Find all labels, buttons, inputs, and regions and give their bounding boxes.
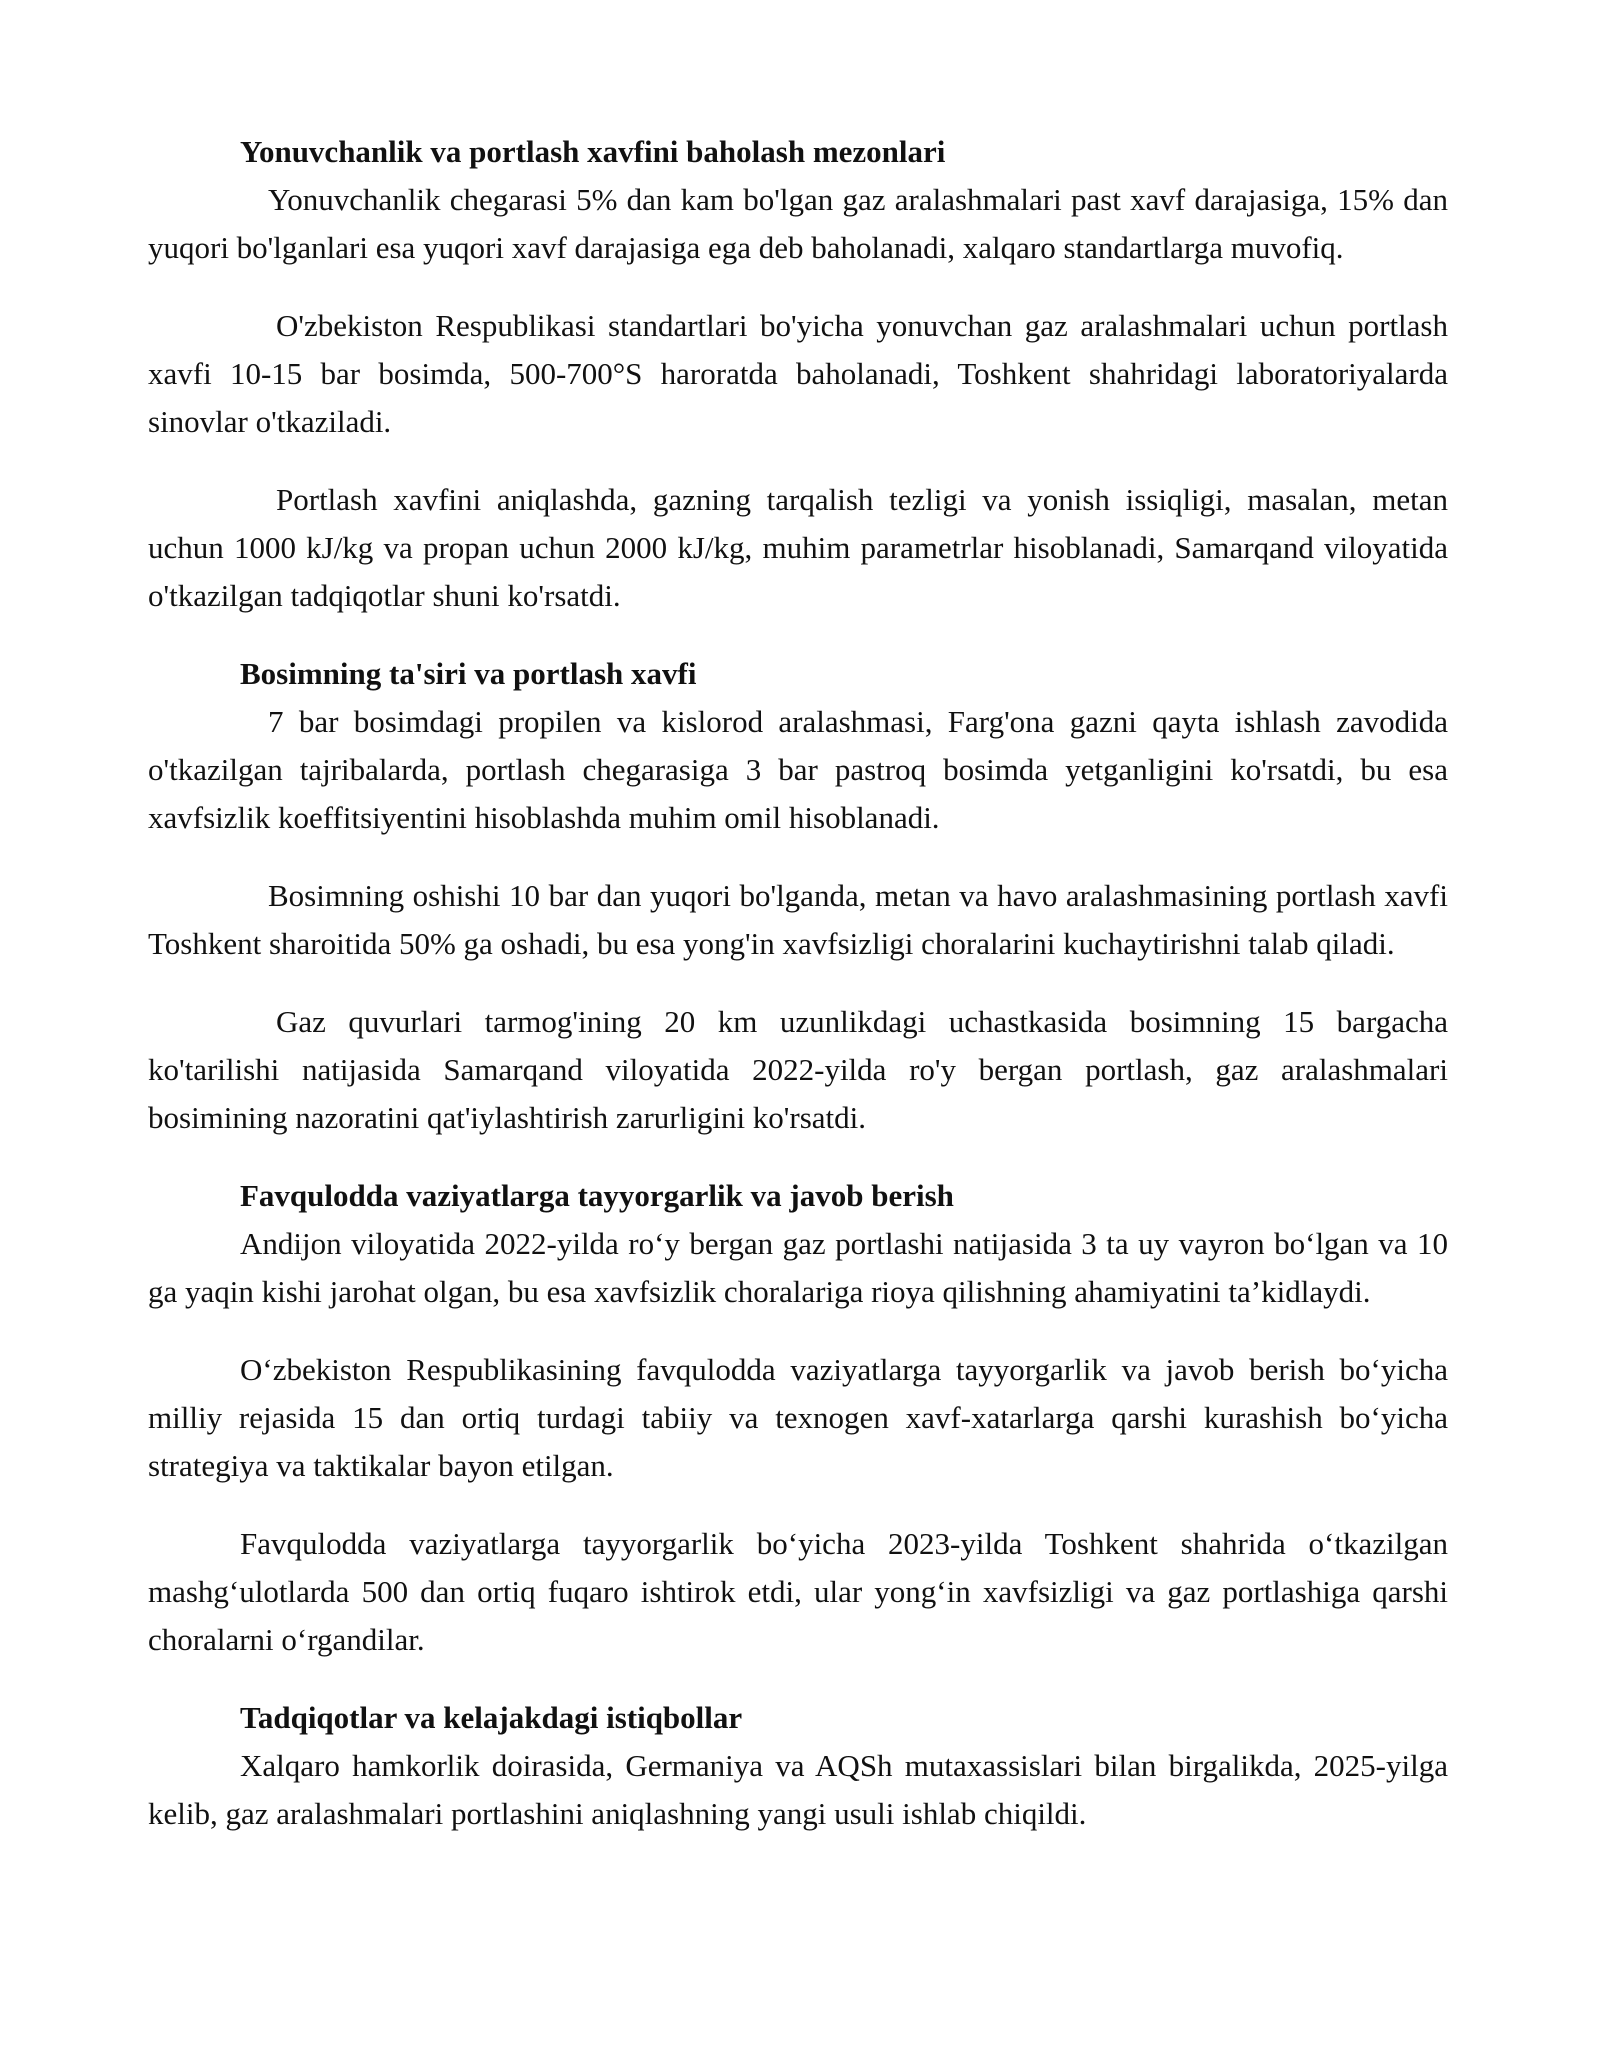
paragraph: Gaz quvurlari tarmog'ining 20 km uzunlikdagi uchastkasida bosimning 15 bargacha ko'tarilishi natijasida Samarqand viloyatida 2022-yilda ro'y bergan portlash, gaz aralashmalari bosimining nazoratini qat'iylashtirish zarurligini ko'rsatdi. <box>148 1004 1448 1135</box>
paragraph: O'zbekiston Respublikasi standartlari bo'yicha yonuvchan gaz aralashmalari uchun portlash xavfi 10-15 bar bosimda, 500-700°S haroratda baholanadi, Toshkent shahridagi laboratoriyalarda sinovlar o'tkaziladi. <box>148 308 1448 439</box>
section-research-prospects <box>148 1694 1448 1838</box>
section-flammability-criteria <box>148 128 1448 620</box>
section-emergency-preparedness <box>148 1172 1448 1664</box>
section-pressure-effect <box>148 650 1448 1142</box>
paragraph: Bosimning oshishi 10 bar dan yuqori bo'lganda, metan va havo aralashmasining portlash xavfi Toshkent sharoitida 50% ga oshadi, bu esa yong'in xavfsizligi choralarini kuchaytirishni talab qiladi. <box>148 878 1448 961</box>
paragraph: O‘zbekiston Respublikasining favqulodda vaziyatlarga tayyorgarlik va javob berish bo‘yicha milliy rejasida 15 dan ortiq turdagi tabiiy va texnogen xavf-xatarlarga qarshi kurashish bo‘yicha strategiya va taktikalar bayon etilgan. <box>148 1352 1448 1483</box>
section-heading: Favqulodda vaziyatlarga tayyorgarlik va javob berish <box>240 1178 954 1213</box>
paragraph: 7 bar bosimdagi propilen va kislorod aralashmasi, Farg'ona gazni qayta ishlash zavodida o'tkazilgan tajribalarda, portlash chegarasiga 3 bar pastroq bosimda yetganligini ko'rsatdi, bu esa xavfsizlik koeffitsiyentini hisoblashda muhim omil hisoblanadi. <box>148 704 1448 835</box>
section-heading: Yonuvchanlik va portlash xavfini baholash mezonlari <box>240 134 946 169</box>
paragraph: Andijon viloyatida 2022-yilda ro‘y bergan gaz portlashi natijasida 3 ta uy vayron bo‘lgan va 10 ga yaqin kishi jarohat olgan, bu esa xavfsizlik choralariga rioya qilishning ahamiyatini ta’kidlaydi. <box>148 1226 1448 1309</box>
paragraph: Portlash xavfini aniqlashda, gazning tarqalish tezligi va yonish issiqligi, masalan, metan uchun 1000 kJ/kg va propan uchun 2000 kJ/kg, muhim parametrlar hisoblanadi, Samarqand viloyatida o'tkazilgan tadqiqotlar shuni ko'rsatdi. <box>148 482 1448 613</box>
section-heading: Bosimning ta'siri va portlash xavfi <box>240 656 697 691</box>
document-page <box>148 128 1448 1868</box>
paragraph: Yonuvchanlik chegarasi 5% dan kam bo'lgan gaz aralashmalari past xavf darajasiga, 15% dan yuqori bo'lganlari esa yuqori xavf darajasiga ega deb baholanadi, xalqaro standartlarga muvofiq. <box>148 182 1448 265</box>
paragraph: Favqulodda vaziyatlarga tayyorgarlik bo‘yicha 2023-yilda Toshkent shahrida o‘tkazilgan mashg‘ulotlarda 500 dan ortiq fuqaro ishtirok etdi, ular yong‘in xavfsizligi va gaz portlashiga qarshi choralarni o‘rgandilar. <box>148 1526 1448 1657</box>
section-heading: Tadqiqotlar va kelajakdagi istiqbollar <box>240 1700 743 1735</box>
paragraph: Xalqaro hamkorlik doirasida, Germaniya va AQSh mutaxassislari bilan birgalikda, 2025-yilga kelib, gaz aralashmalari portlashini aniqlashning yangi usuli ishlab chiqildi. <box>148 1748 1448 1831</box>
